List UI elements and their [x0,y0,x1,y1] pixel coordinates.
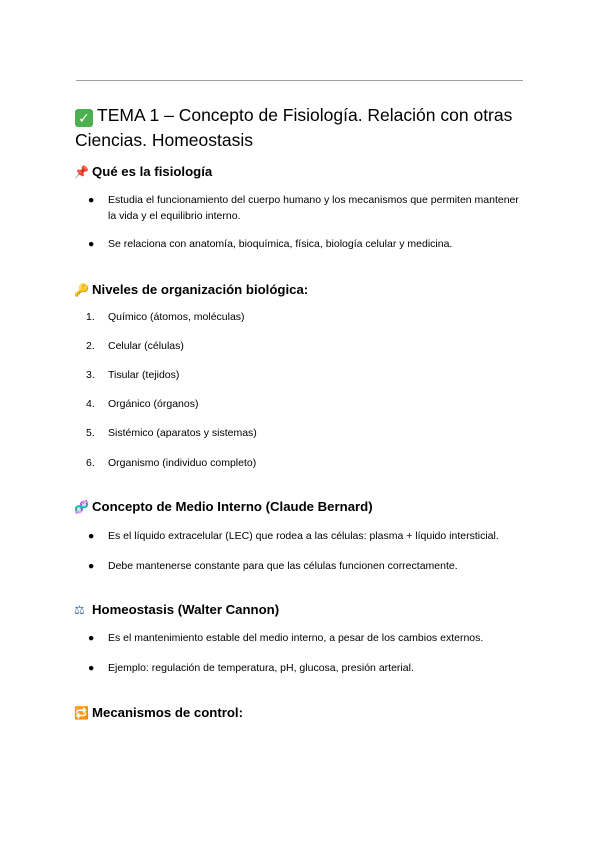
list-item: ● Se relaciona con anatomía, bioquímica, física, biología celular y medicina. [88,237,528,253]
section-heading-internal-medium: 🧬 Concepto de Medio Interno (Claude Bernard) [74,499,373,514]
balance-scale-icon: ⚖ [74,603,85,617]
bullet-marker: ● [88,194,95,206]
list-item: ● Estudia el funcionamiento del cuerpo humano y los mecanismos que permiten mantener la vida y el equilibrio interno. [88,194,519,222]
list-item: 6. Organismo (individuo completo) [88,456,528,472]
number-marker: 2. [86,340,95,352]
section-heading-control-mechanisms: 🔁 Mecanismos de control: [74,705,243,720]
bullet-marker: ● [88,662,95,674]
list-item: ● Ejemplo: regulación de temperatura, pH, glucosa, presión arterial. [88,661,528,677]
section-heading-homeostasis: ⚖ Homeostasis (Walter Cannon) [74,602,280,617]
bullet-marker: ● [88,238,95,250]
section-heading-levels: 🔑 Niveles de organización biológica: [74,282,309,297]
list-item: 1. Químico (átomos, moléculas) [88,310,528,326]
bullet-marker: ● [88,632,95,644]
number-marker: 4. [86,398,95,410]
bullet-marker: ● [88,530,95,542]
check-mark-icon: ✓ [75,109,93,127]
number-marker: 1. [86,311,95,323]
section-heading-physiology: 📌 Qué es la fisiología [74,164,213,179]
number-marker: 6. [86,457,95,469]
list-item: 4. Orgánico (órganos) [88,397,528,413]
list-item: ● Es el líquido extracelular (LEC) que rodea a las células: plasma + líquido intersticial. [88,529,528,545]
repeat-arrows-icon: 🔁 [74,706,89,720]
horizontal-divider [76,80,523,81]
page-title-text: TEMA 1 – Concepto de Fisiología. Relación con otras Ciencias. Homeostasis [75,105,513,150]
pushpin-icon: 📌 [74,165,89,179]
number-marker: 5. [86,427,95,439]
list-item: 3. Tisular (tejidos) [88,368,528,384]
key-icon: 🔑 [74,283,89,297]
number-marker: 3. [86,369,95,381]
list-item: ● Debe mantenerse constante para que las células funcionen correctamente. [88,559,528,575]
list-item: 2. Celular (células) [88,339,528,355]
dna-icon: 🧬 [74,500,89,514]
page-title [75,103,525,153]
bullet-marker: ● [88,560,95,572]
list-item: 5. Sistémico (aparatos y sistemas) [88,426,528,442]
list-item: ● Es el mantenimiento estable del medio interno, a pesar de los cambios externos. [88,631,528,647]
